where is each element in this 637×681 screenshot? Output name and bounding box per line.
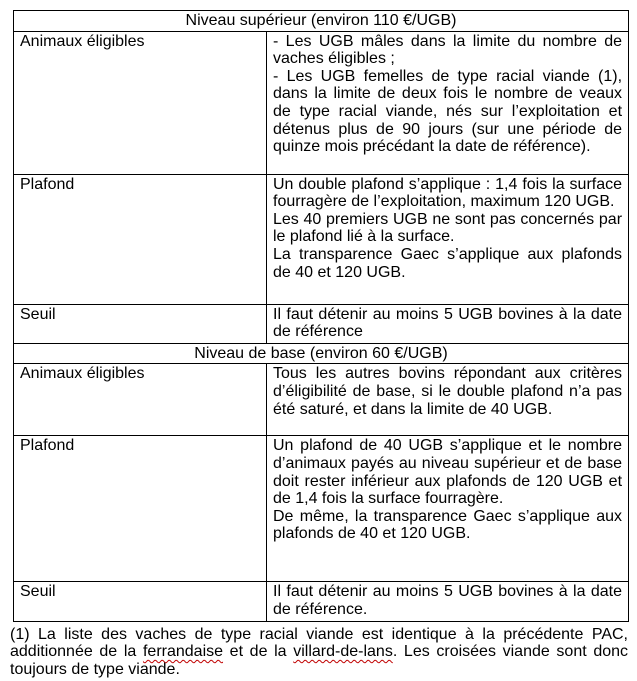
row-label: Seuil bbox=[14, 582, 267, 621]
section-header-row bbox=[14, 11, 629, 32]
footnote bbox=[10, 626, 628, 679]
row-content bbox=[267, 364, 629, 436]
content-paragraph: Un plafond de 40 UGB s’applique et le nombre d’animaux payés au niveau supérieur et de base doit rester inférieur aux plafonds de 120 UGB et de 1,4 fois la surface fourragère. bbox=[273, 437, 623, 508]
aid-levels-table bbox=[13, 10, 629, 622]
row-content bbox=[267, 436, 629, 582]
content-paragraph: - Les UGB femelles de type racial viande (1), dans la limite de deux fois le nombre de veaux de type racial viande, nés sur l’exploitation et détenus plus de 90 jours (sur une période de quinze mois précédant la date de référence). bbox=[273, 67, 623, 156]
row-label: Plafond bbox=[14, 174, 267, 304]
table-row bbox=[14, 304, 629, 343]
row-content bbox=[267, 304, 629, 343]
table-row bbox=[14, 436, 629, 582]
table-row bbox=[14, 31, 629, 174]
content-paragraph: Il faut détenir au moins 5 UGB bovines à la date de référence bbox=[273, 305, 623, 341]
content-paragraph: De même, la transparence Gaec s’applique aux plafonds de 40 et 120 UGB. bbox=[273, 507, 623, 543]
row-content bbox=[267, 582, 629, 621]
row-label: Animaux éligibles bbox=[14, 31, 267, 174]
content-paragraph: - Les UGB mâles dans la limite du nombre de vaches éligibles ; bbox=[273, 32, 623, 68]
table-row bbox=[14, 174, 629, 304]
footnote-text: et de la bbox=[223, 643, 294, 661]
content-paragraph: Un double plafond s’applique : 1,4 fois la surface fourragère de l’exploitation, maximum 120 UGB. bbox=[273, 175, 623, 211]
content-paragraph: La transparence Gaec s’applique aux plafonds de 40 et 120 UGB. bbox=[273, 245, 623, 281]
table-row bbox=[14, 582, 629, 621]
section-header: Niveau de base (environ 60 €/UGB) bbox=[14, 343, 629, 364]
table-row bbox=[14, 364, 629, 436]
content-paragraph: Les 40 premiers UGB ne sont pas concernés par le plafond lié à la surface. bbox=[273, 210, 623, 246]
row-label: Plafond bbox=[14, 436, 267, 582]
footnote-text: (1) La liste des vaches de type racial viande est identique à la précédente PAC, additionnée de la bbox=[10, 625, 628, 661]
row-content bbox=[267, 31, 629, 174]
misspelled-word: ferrandaise bbox=[142, 643, 224, 661]
row-content bbox=[267, 174, 629, 304]
row-label: Animaux éligibles bbox=[14, 364, 267, 436]
footnote-text: . Les croisées viande sont donc toujours de type viande. bbox=[10, 643, 629, 678]
table-body bbox=[14, 11, 629, 622]
section-header-row bbox=[14, 343, 629, 364]
content-paragraph: Tous les autres bovins répondant aux critères d’éligibilité de base, si le double plafond n’a pas été saturé, et dans la limite de 40 UGB. bbox=[273, 365, 623, 418]
section-header: Niveau supérieur (environ 110 €/UGB) bbox=[14, 11, 629, 32]
misspelled-word: villard-de-lans bbox=[293, 643, 393, 661]
content-paragraph: Il faut détenir au moins 5 UGB bovines à la date de référence. bbox=[273, 583, 623, 618]
row-label: Seuil bbox=[14, 304, 267, 343]
